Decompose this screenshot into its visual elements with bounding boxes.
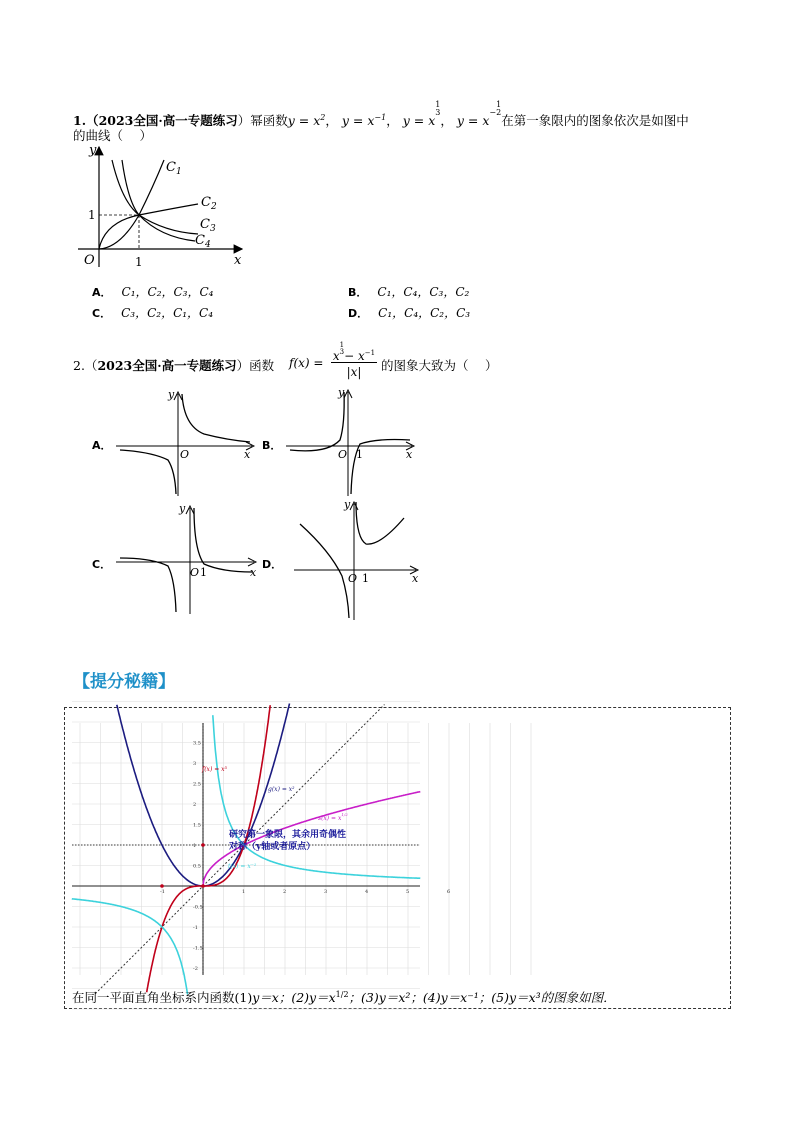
svg-text:C4: $C_4$ xyxy=(195,233,211,250)
label-f: f(x) = x³ xyxy=(202,766,227,773)
y-tick-label: 3 xyxy=(193,761,197,767)
q2-option-b-graph[interactable] xyxy=(282,384,422,498)
y-tick-label: 3.5 xyxy=(193,740,201,747)
q1-stem-line2: 的曲线（ ） xyxy=(73,128,152,143)
svg-text:C2: $C_2$ xyxy=(201,195,217,212)
svg-text:O: O xyxy=(84,253,95,268)
svg-text:O: O xyxy=(338,448,348,461)
x-tick-label: -1 xyxy=(160,889,165,895)
q2-option-c-graph[interactable] xyxy=(112,500,262,616)
svg-text:O: O xyxy=(190,566,200,579)
svg-text:x: x xyxy=(250,566,257,579)
q2-number: 2.（ xyxy=(73,358,98,373)
power-functions-graph xyxy=(72,723,451,975)
curve-c1 xyxy=(99,160,164,249)
q1-source: 2023全国·高一专题练习 xyxy=(98,113,238,128)
y-tick-label: 0.5 xyxy=(193,863,201,870)
svg-text:x: x xyxy=(406,448,413,461)
q1-func-1: y = x xyxy=(287,113,321,128)
q1-figure xyxy=(70,142,250,270)
curve-c3 xyxy=(112,160,198,234)
tips-heading: 【提分秘籍】 xyxy=(73,672,175,692)
svg-text:1: 1 xyxy=(135,255,143,269)
q1-option-d[interactable]: D． C₁，C₄，C₂，C₃ xyxy=(348,306,471,320)
q2-stem: 2.（2023全国·高一专题练习）函数 xyxy=(73,358,275,373)
x-tick-label: 2 xyxy=(283,889,287,895)
graph-note-2: 对称（y轴或者原点） xyxy=(229,842,316,852)
y-tick-label: 1.5 xyxy=(193,822,201,829)
q2-option-d-label[interactable]: D． xyxy=(262,558,283,571)
q1-stem-line1: 1.（2023全国·高一专题练习）幂函数$y = x^2$， $y = x^{-1}$， $y = x^{1 3}$， $y = x^{-1 2}$在第一象限内的图象依次是如图中 xyxy=(73,100,689,128)
svg-text:y: y xyxy=(179,502,186,515)
tips-caption: 在同一平面直角坐标系内函数(1)y＝x；$(2)y=x^{1/2}$；(3)y＝x²；(4)y＝x⁻¹；(5)y＝x³的图象如图． xyxy=(72,989,616,1005)
svg-text:1: 1 xyxy=(356,448,363,461)
x-tick-label: 4 xyxy=(365,889,369,895)
y-tick-label: -2 xyxy=(193,966,198,972)
y-tick-label: -1 xyxy=(193,925,198,931)
curve-c2 xyxy=(99,204,198,249)
svg-text:y: y xyxy=(168,388,175,401)
svg-text:y: y xyxy=(338,386,345,399)
svg-text:y: y xyxy=(344,498,351,511)
q2-option-a-graph[interactable] xyxy=(112,386,260,498)
svg-text:C1: $C_1$ xyxy=(166,160,182,177)
q2-option-c-label[interactable]: C． xyxy=(92,558,112,571)
svg-text:y: y xyxy=(89,143,97,158)
y-tick-label: 1 xyxy=(193,843,197,849)
svg-text:x: x xyxy=(412,572,419,585)
svg-text:1: 1 xyxy=(362,572,369,585)
q1-option-a[interactable]: A． C₁，C₂，C₃，C₄ xyxy=(92,285,214,299)
q1-option-b[interactable]: B． C₁，C₄，C₃，C₂ xyxy=(348,285,470,299)
q1-func-3: y = x xyxy=(402,113,436,128)
q1-number: 1.（ xyxy=(73,113,99,128)
q1-func-2: y = x xyxy=(341,113,375,128)
y-tick-label: -0.5 xyxy=(193,904,203,911)
label-t: t(x) = x⁻¹ xyxy=(228,863,257,870)
label-g: g(x) = x² xyxy=(268,786,295,793)
svg-text:1: 1 xyxy=(88,208,96,222)
q1-func-4: y = x xyxy=(456,113,490,128)
x-tick-label: 1 xyxy=(242,889,246,895)
graph-note-1: 研究第一象限，其余用奇偶性 xyxy=(229,830,347,840)
x-tick-label: 6 xyxy=(447,889,451,895)
svg-text:O: O xyxy=(348,572,358,585)
q2-option-a-label[interactable]: A． xyxy=(92,439,112,452)
svg-text:x: x xyxy=(234,253,242,268)
q2-source: 2023全国·高一专题练习 xyxy=(97,358,237,373)
svg-text:O: O xyxy=(180,448,190,461)
y-tick-label: 2.5 xyxy=(193,781,201,788)
y-tick-label: -1.5 xyxy=(193,945,203,952)
svg-text:1: 1 xyxy=(200,566,207,579)
q2-stem-tail: 的图象大致为（ ） xyxy=(381,358,498,373)
x-tick-label: 3 xyxy=(324,889,328,895)
svg-text:C3: $C_3$ xyxy=(200,217,216,234)
label-s: $s(x) = x^{1/2}$ xyxy=(318,812,348,822)
x-tick-label: 5 xyxy=(406,889,410,895)
q2-option-d-graph[interactable] xyxy=(290,496,424,622)
y-tick-label: 2 xyxy=(193,802,197,808)
q2-option-b-label[interactable]: B． xyxy=(262,439,282,452)
q1-option-c[interactable]: C． C₃，C₂，C₁，C₄ xyxy=(92,306,214,320)
svg-text:x: x xyxy=(244,448,251,461)
